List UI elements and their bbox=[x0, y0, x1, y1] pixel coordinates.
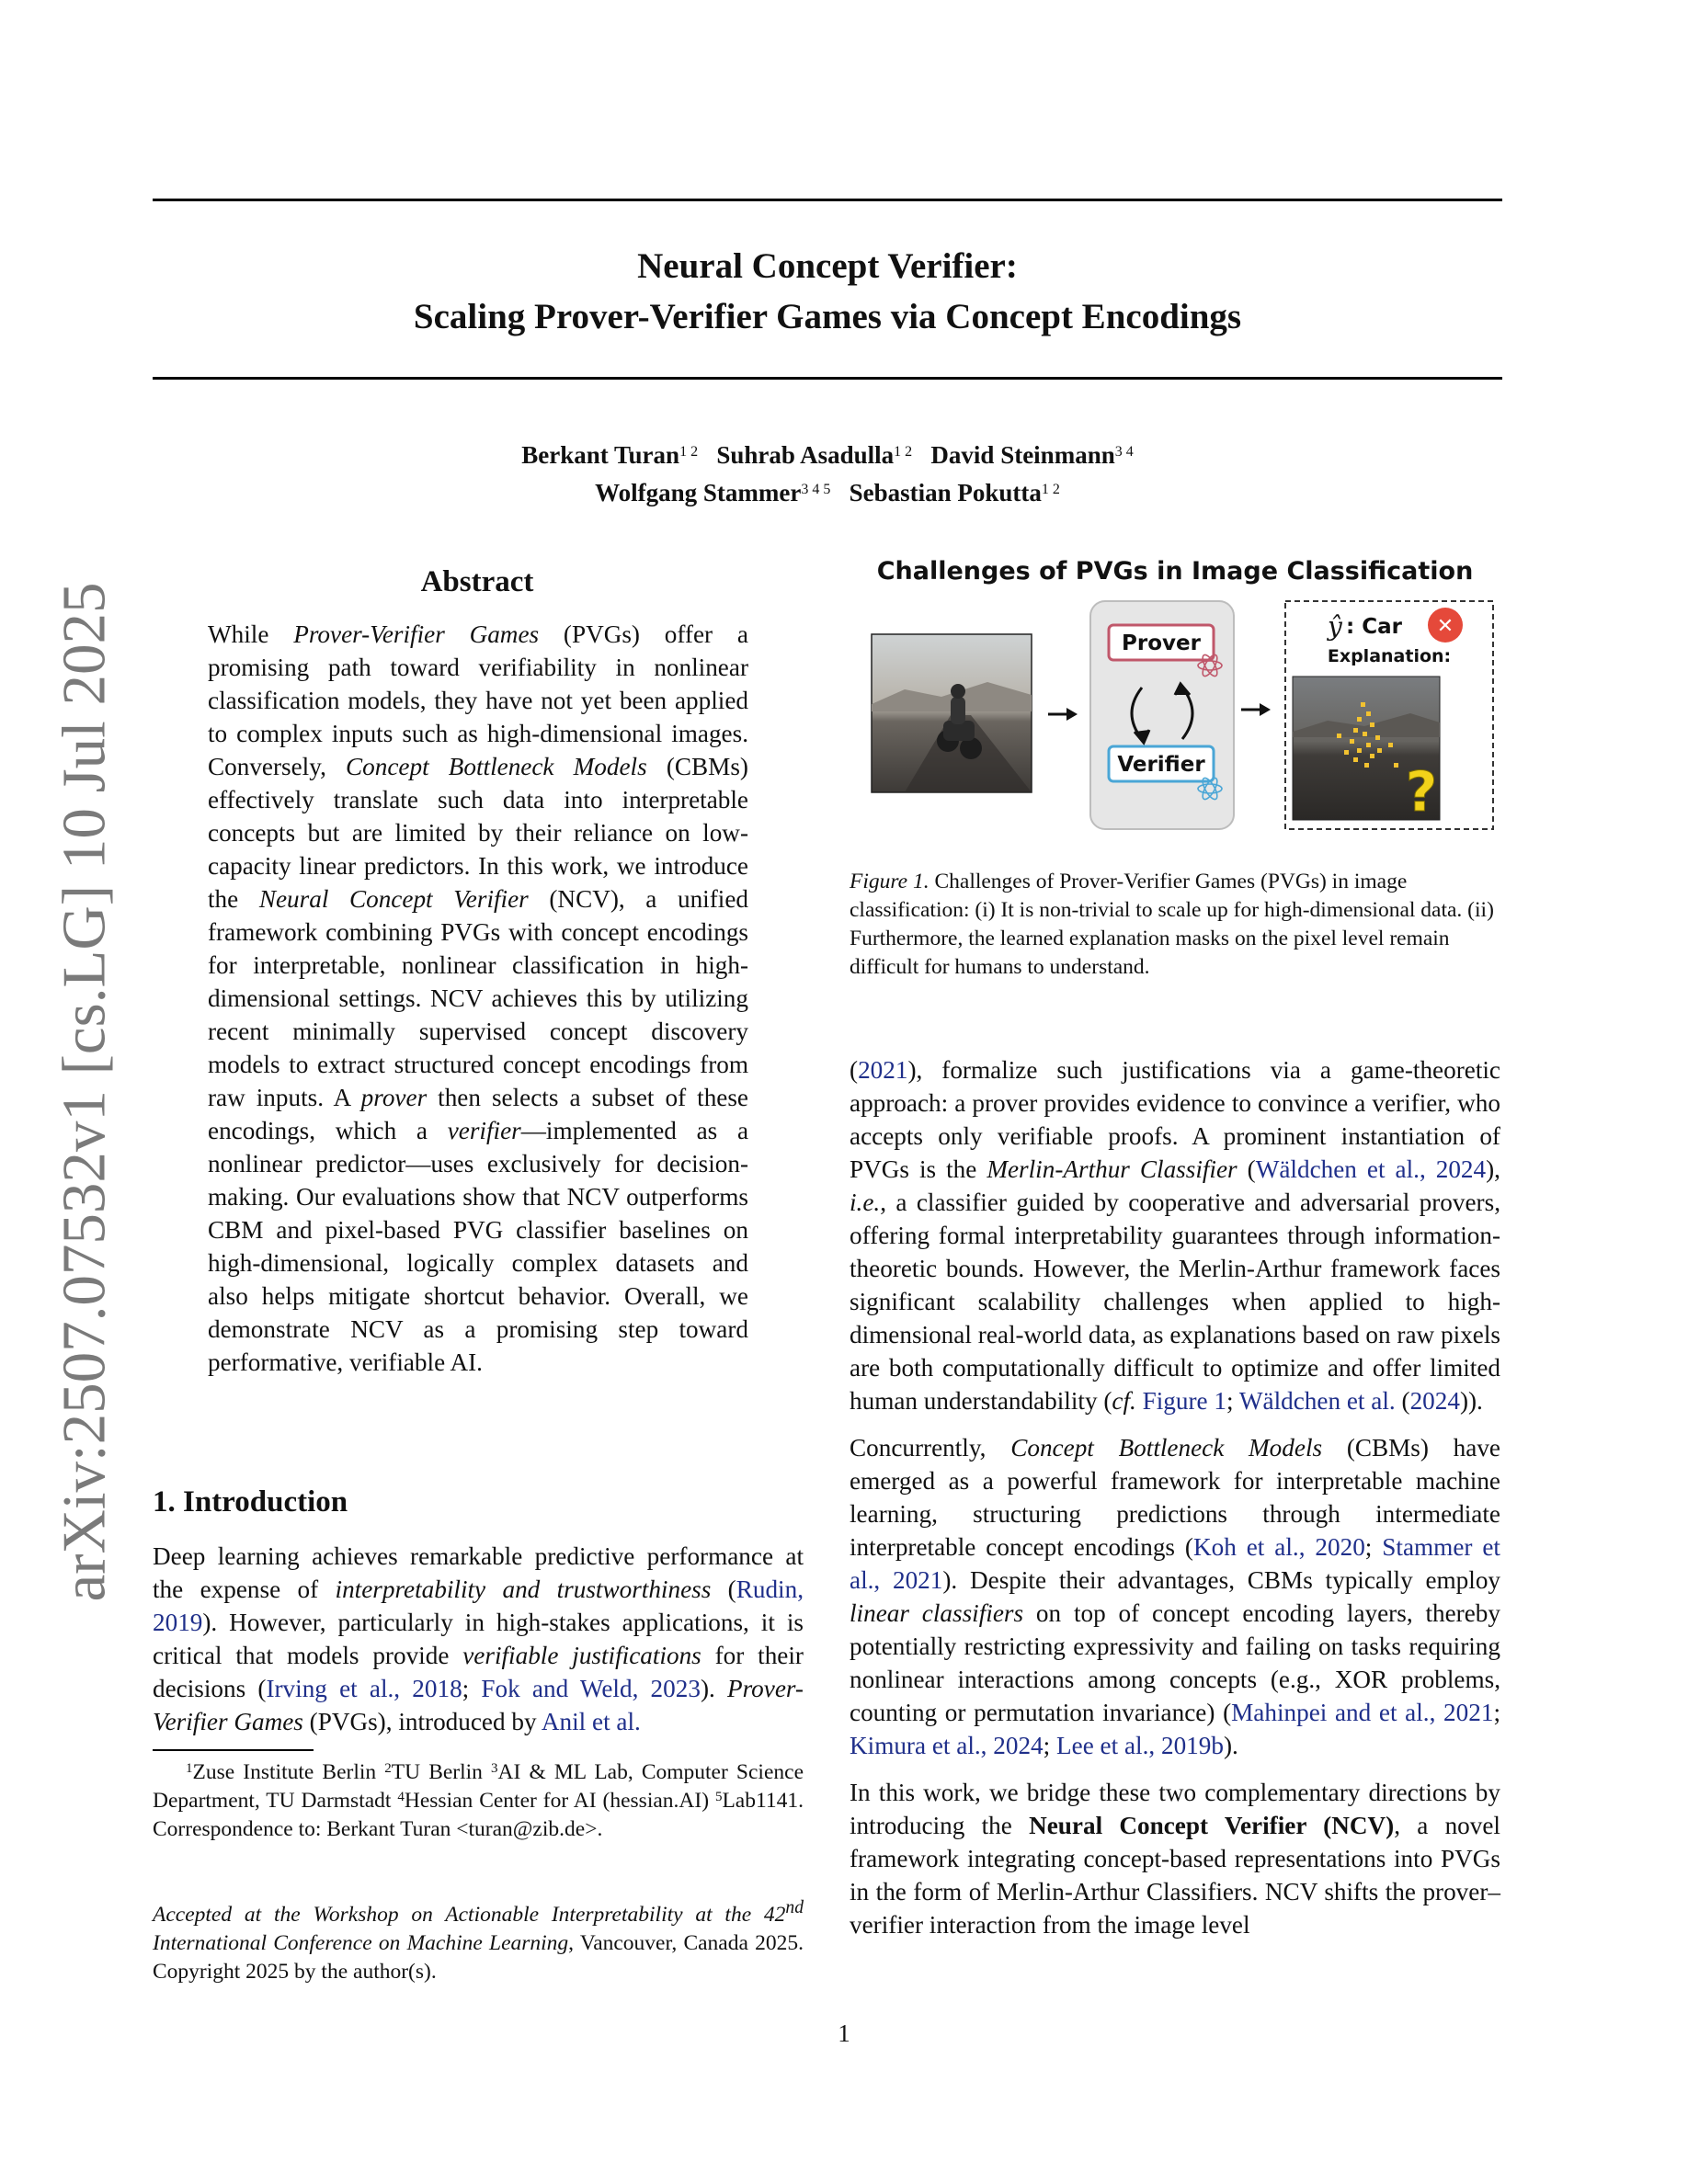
footnote-rule bbox=[153, 1749, 314, 1751]
citation-link[interactable]: Irving et al., 2018 bbox=[266, 1675, 462, 1702]
citation-link[interactable]: Mahinpei and et al., 2021 bbox=[1231, 1699, 1494, 1726]
citation-link[interactable]: Stammer et al., 2021 bbox=[850, 1533, 1500, 1594]
title-bottom-rule bbox=[153, 377, 1502, 380]
arrow-right-icon bbox=[1048, 708, 1078, 721]
citation-link[interactable]: Rudin, 2019 bbox=[153, 1575, 804, 1636]
figure-title: Challenges of PVGs in Image Classification bbox=[876, 557, 1474, 586]
paragraph: In this work, we bridge these two complementary directions by introducing the Neural Concept Verifier (NCV), a novel framework integrating concept-based representations into PVGs in the form of Merlin-Arthur Classifiers. NCV shifts the prover–verifier interaction from the image level bbox=[850, 1779, 1500, 1939]
right-column-text bbox=[850, 1053, 1500, 1955]
figure-ref-link[interactable]: Figure 1 bbox=[1142, 1387, 1226, 1415]
paragraph: Concurrently, Concept Bottleneck Models (CBMs) have emerged as a powerful framework for interpretable machine learning, structuring predictions through intermediate interpretable concept encodings (Koh et al., 2020; Stammer et al., 2021). Despite their advantages, CBMs typically employ linear classifiers on top of concept encoding layers, thereby potentially restricting expressivity and failing on tasks requiring nonlinear interactions among concepts (e.g., XOR problems, counting or permutation invariance) (Mahinpei and et al., 2021; Kimura et al., 2024; Lee et al., 2019b). bbox=[850, 1434, 1501, 1759]
citation-link[interactable]: 2021 bbox=[858, 1056, 908, 1084]
author-affiliation: 3 4 bbox=[1114, 444, 1134, 460]
caption-label: Figure 1. bbox=[850, 870, 930, 893]
paper-title bbox=[153, 241, 1502, 342]
author-list bbox=[153, 435, 1502, 510]
input-photo bbox=[872, 634, 1032, 792]
arrow-right-icon bbox=[1241, 703, 1271, 716]
abstract-text: While Prover-Verifier Games (PVGs) offer a promising path toward verifiability in nonlinear classification models, they have not yet been applied to complex inputs such as high-dimensional images. Conversely, Concept Bottleneck Models (CBMs) effectively translate such data into interpretable concepts but are limited by their reliance on low-capacity linear predictors. In this work, we introduce the Neural Concept Verifier (NCV), a unified framework combining PVGs with concept encodings for interpretable, nonlinear classification in high-dimensional settings. NCV achieves this by utilizing recent minimally supervised concept discovery models to extract structured concept encodings from raw inputs. A prover then selects a subset of these encodings, which a verifier—implemented as a nonlinear predictor—uses exclusively for decision-making. Our evaluations show that NCV outperforms CBM and pixel-based PVG classifier baselines on high-dimensional, logically complex datasets and also helps mitigate shortcut behavior. Overall, we demonstrate NCV as a promising step toward performative, verifiable AI. bbox=[208, 620, 749, 1376]
author-name: Suhrab Asadulla bbox=[716, 441, 895, 469]
author-name: David Steinmann bbox=[930, 441, 1115, 469]
explanation-label: Explanation: bbox=[1327, 646, 1452, 666]
acceptance-note: Accepted at the Workshop on Actionable Interpretability at the 42nd International Conference on Machine Learning, Vancouver, Canada 2025. Copyright 2025 by the author(s). bbox=[153, 1898, 804, 1984]
arxiv-side-stamp: arXiv:2507.07532v1 [cs.LG] 10 Jul 2025 bbox=[50, 582, 119, 1602]
citation-link[interactable]: Kimura et al., 2024 bbox=[850, 1732, 1044, 1759]
title-line-2: Scaling Prover-Verifier Games via Concept Encodings bbox=[413, 297, 1242, 336]
predicted-label: : Car bbox=[1346, 615, 1402, 639]
figure-1 bbox=[850, 548, 1500, 842]
citation-link[interactable]: Fok and Weld, 2023 bbox=[481, 1675, 701, 1702]
intro-paragraph: Deep learning achieves remarkable predictive performance at the expense of interpretability and trustworthiness (Rudin, 2019). However, particularly in high-stakes applications, it is critical that models provide verifiable justifications for their decisions (Irving et al., 2018; Fok and Weld, 2023). Prover-Verifier Games (PVGs), introduced by Anil et al. bbox=[153, 1542, 804, 1735]
section-heading-introduction: 1. Introduction bbox=[153, 1485, 348, 1519]
author-affiliation: 1 2 bbox=[679, 444, 699, 460]
author-affiliation: 3 4 5 bbox=[801, 482, 831, 497]
svg-text:✕: ✕ bbox=[1436, 615, 1454, 638]
question-mark-icon: ? bbox=[1405, 760, 1438, 825]
citation-link[interactable]: 2024 bbox=[1409, 1387, 1460, 1415]
figure-1-caption: Figure 1. Challenges of Prover-Verifier Games (PVGs) in image classification: (i) It is non-trivial to scale up for high-dimensional data. (ii) Furthermore, the learned explanation masks on the pixel level remain difficult for humans to understand. bbox=[850, 870, 1494, 979]
citation-link[interactable]: Anil et al. bbox=[541, 1708, 641, 1735]
wrong-prediction-icon bbox=[1428, 608, 1463, 643]
prover-node bbox=[1109, 625, 1214, 660]
citation-link[interactable]: Wäldchen et al., 2024 bbox=[1255, 1155, 1487, 1183]
explanation-mask-image bbox=[1293, 677, 1440, 825]
verifier-node bbox=[1109, 746, 1214, 781]
page-number: 1 bbox=[838, 2019, 850, 2047]
svg-text:Verifier: Verifier bbox=[1117, 753, 1205, 777]
citation-link[interactable]: Lee et al., 2019b bbox=[1056, 1732, 1224, 1759]
author-name: Sebastian Pokutta bbox=[849, 479, 1042, 506]
paragraph: (2021), formalize such justifications via a game-theoretic approach: a prover provides evidence to convince a verifier, who accepts only verifiable proofs. A prominent instantiation of PVGs is the Merlin-Arthur Classifier (Wäldchen et al., 2024), i.e., a classifier guided by cooperative and adversarial provers, offering formal interpretability guarantees through information-theoretic bounds. However, the Merlin-Arthur framework faces significant scalability challenges when applied to high-dimensional real-world data, as explanations based on raw pixels are both computationally difficult to optimize and offer limited human understandability (cf. Figure 1; Wäldchen et al. (2024)). bbox=[850, 1056, 1500, 1415]
abstract-heading: Abstract bbox=[420, 565, 534, 598]
title-top-rule bbox=[153, 199, 1502, 201]
citation-link[interactable]: Wäldchen et al. bbox=[1238, 1387, 1396, 1415]
author-name: Berkant Turan bbox=[521, 441, 680, 469]
author-name: Wolfgang Stammer bbox=[595, 479, 802, 506]
figure-diagram bbox=[850, 594, 1500, 842]
citation-link[interactable]: Koh et al., 2020 bbox=[1192, 1533, 1365, 1561]
svg-text:Prover: Prover bbox=[1122, 631, 1201, 655]
title-line-1: Neural Concept Verifier: bbox=[637, 246, 1018, 286]
author-affiliation: 1 2 bbox=[894, 444, 913, 460]
affiliations-footnote: $^1$Zuse Institute Berlin $^2$TU Berlin $^3$AI & ML Lab, Computer Science Department, TU Darmstadt $^4$Hessian Center for AI (hessian.AI) $^5$Lab1141. Correspondence to: Berkant Turan <turan@zib.de>. bbox=[153, 1760, 804, 1841]
author-affiliation: 1 2 bbox=[1041, 482, 1060, 497]
yhat-symbol: ŷ bbox=[1328, 611, 1342, 642]
